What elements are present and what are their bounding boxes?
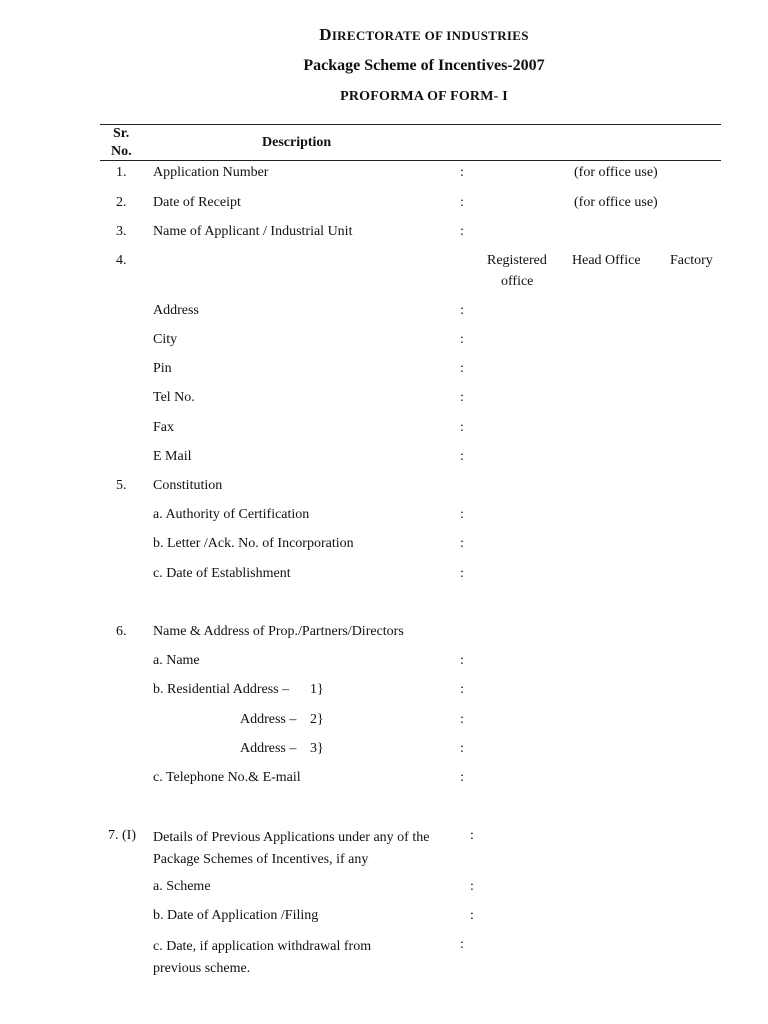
colon: : — [460, 224, 464, 239]
factory-column: Factory — [670, 253, 713, 268]
row-number: 3. — [116, 224, 127, 239]
no-header: No. — [111, 144, 132, 159]
colon: : — [460, 507, 464, 522]
colon: : — [460, 937, 464, 952]
colon: : — [460, 165, 464, 180]
colon: : — [470, 828, 474, 843]
telephone-email-label: c. Telephone No.& E-mail — [153, 770, 301, 785]
colon: : — [460, 653, 464, 668]
colon: : — [460, 682, 464, 697]
colon: : — [460, 361, 464, 376]
previous-applications-label: Details of Previous Applications under any of the Package Schemes of Incentives, if any — [153, 830, 430, 867]
row-number: 4. — [116, 253, 127, 268]
colon: : — [460, 332, 464, 347]
establishment-date-label: c. Date of Establishment — [153, 566, 291, 581]
address-index: 2} — [310, 712, 324, 727]
description-header: Description — [262, 135, 332, 150]
colon: : — [460, 420, 464, 435]
residential-address-label: b. Residential Address – — [153, 682, 290, 697]
scheme-label: a. Scheme — [153, 879, 211, 894]
authority-certification-label: a. Authority of Certification — [153, 507, 310, 522]
table-top-rule — [100, 124, 721, 125]
row-number: 7. (I) — [108, 828, 136, 843]
colon: : — [460, 449, 464, 464]
colon: : — [460, 303, 464, 318]
constitution-label: Constitution — [153, 478, 223, 493]
row-number: 5. — [116, 478, 127, 493]
address-label: Address — [153, 303, 199, 318]
row-number: 6. — [116, 624, 127, 639]
date-of-receipt-label: Date of Receipt — [153, 195, 241, 210]
head-office-column: Head Office — [572, 253, 641, 268]
address-index: 1} — [310, 682, 324, 697]
fax-label: Fax — [153, 420, 174, 435]
tel-label: Tel No. — [153, 390, 195, 405]
applicant-name-label: Name of Applicant / Industrial Unit — [153, 224, 353, 239]
colon: : — [460, 741, 464, 756]
withdrawal-date-label: c. Date, if application withdrawal from previous scheme. — [153, 939, 372, 976]
form-name: PROFORMA OF FORM- I — [340, 89, 508, 104]
address-index: 3} — [310, 741, 324, 756]
title-initial: D — [319, 25, 332, 44]
pin-label: Pin — [153, 361, 172, 376]
colon: : — [460, 770, 464, 785]
office-use-note: (for office use) — [574, 165, 658, 180]
incorporation-letter-label: b. Letter /Ack. No. of Incorporation — [153, 536, 354, 551]
registered-office-column: Registered — [487, 253, 547, 268]
application-date-label: b. Date of Application /Filing — [153, 908, 319, 923]
sr-header: Sr. — [113, 126, 130, 141]
city-label: City — [153, 332, 178, 347]
colon: : — [470, 879, 474, 894]
row-number: 1. — [116, 165, 127, 180]
office-use-note: (for office use) — [574, 195, 658, 210]
address-3-label: Address – — [240, 741, 297, 756]
colon: : — [470, 908, 474, 923]
colon: : — [460, 390, 464, 405]
registered-office-column-line2: office — [501, 274, 534, 289]
application-number-label: Application Number — [153, 165, 269, 180]
name-label: a. Name — [153, 653, 200, 668]
colon: : — [460, 536, 464, 551]
prop-partners-label: Name & Address of Prop./Partners/Directors — [153, 624, 404, 639]
title-rest: IRECTORATE OF INDUSTRIES — [331, 28, 529, 43]
colon: : — [460, 566, 464, 581]
address-2-label: Address – — [240, 712, 297, 727]
table-header-rule — [100, 160, 721, 161]
colon: : — [460, 195, 464, 210]
scheme-subtitle: Package Scheme of Incentives-2007 — [303, 57, 545, 74]
colon: : — [460, 712, 464, 727]
row-number: 2. — [116, 195, 127, 210]
email-label: E Mail — [153, 449, 192, 464]
directorate-title — [0, 25, 768, 45]
